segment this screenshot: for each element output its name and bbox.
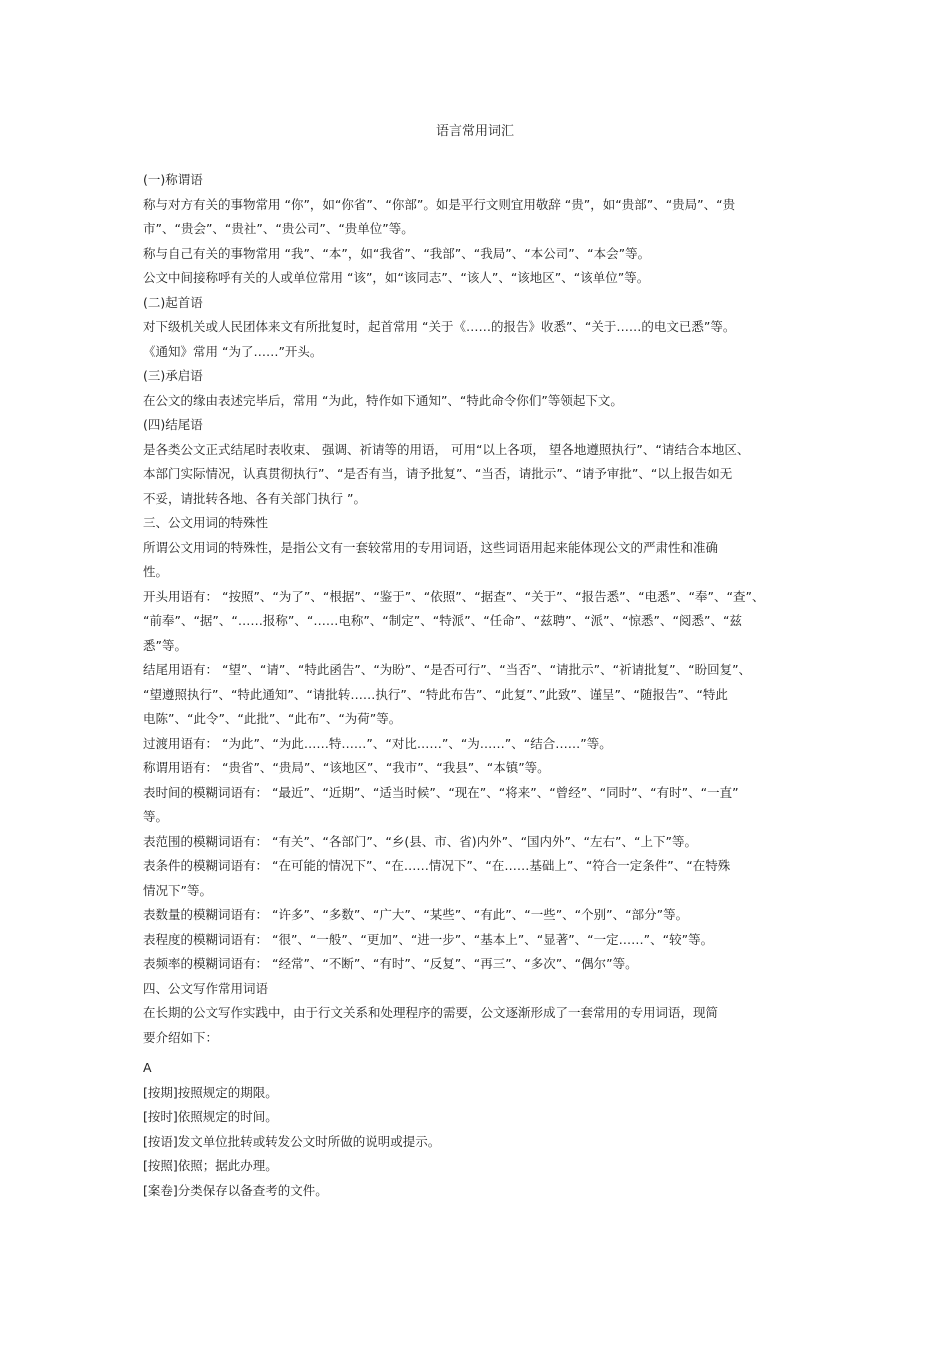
paragraph-line: 本部门实际情况，认真贯彻执行”、“是否有当，请予批复”、“当否，请批示”、“请予审批”、“以上报告如无 <box>143 466 733 481</box>
paragraph-line: 性。 <box>143 564 169 579</box>
paragraph-line: 结尾用语有： “望”、“请”、“特此函告”、“为盼”、“是否可行”、“当否”、“请批示”、“祈请批复”、“盼回复”、 <box>143 662 752 677</box>
paragraph-line: 表频率的模糊词语有： “经常”、“不断”、“有时”、“反复”、“再三”、“多次”、“偶尔”等。 <box>143 956 638 971</box>
glossary-entry: [按照]依照；据此办理。 <box>143 1158 278 1173</box>
paragraph-line: 悉”等。 <box>143 637 187 653</box>
heading-address-terms: (一)称谓语 <box>143 172 203 187</box>
glossary-entry: [按时]依照规定的时间。 <box>143 1109 278 1124</box>
heading-transition-terms: (三)承启语 <box>143 368 203 383</box>
paragraph-line: 所谓公文用词的特殊性，是指公文有一套较常用的专用词语，这些词语用起来能体现公文的严肃性和准确 <box>143 539 719 555</box>
document-title: 语言常用词汇 <box>435 124 514 139</box>
paragraph-line: 要介绍如下： <box>143 1029 219 1045</box>
paragraph-line: 过渡用语有： “为此”、“为此……特……”、“对比……”、“为……”、“结合……”等。 <box>143 735 612 751</box>
heading-opening-terms: (二)起首语 <box>143 294 203 310</box>
paragraph-line: 表程度的模糊词语有： “很”、“一般”、“更加”、“进一步”、“基本上”、“显著”、“一定……”、“较”等。 <box>143 931 714 947</box>
paragraph-line: 开头用语有： “按照”、“为了”、“根据”、“鉴于”、“依照”、“据查”、“关于”、“报告悉”、“电悉”、“奉”、“查”、 <box>143 588 765 604</box>
paragraph-line: 等。 <box>143 809 169 824</box>
glossary-entry: [案卷]分类保存以备查考的文件。 <box>143 1182 328 1198</box>
paragraph-line: “望遵照执行”、“特此通知”、“请批转……执行”、“特此布告”、“此复”、”此致”、谨呈”、“随报告”、“特此 <box>143 686 728 702</box>
heading-closing-terms: (四)结尾语 <box>143 417 203 432</box>
letter-heading: A <box>143 1060 152 1075</box>
section-heading-4: 四、公文写作常用词语 <box>143 980 269 996</box>
paragraph-line: 称与自己有关的事物常用 “我”、“本”，如“我省”、“我部”、“我局”、“本公司”、“本会”等。 <box>143 245 651 261</box>
paragraph-line: “前奉”、“据”、“……报称”、“……电称”、“制定”、“特派”、“任命”、“兹聘”、“派”、“惊悉”、“阅悉”、“兹 <box>143 613 742 628</box>
paragraph-line: 情况下”等。 <box>143 882 212 898</box>
paragraph-line: 表条件的模糊词语有： “在可能的情况下”、“在……情况下”、“在……基础上”、“符合一定条件”、“在特殊 <box>143 858 731 873</box>
paragraph-line: 称谓用语有： “贵省”、“贵局”、“该地区”、“我市”、“我县”、“本镇”等。 <box>143 760 550 775</box>
paragraph-line: 是各类公文正式结尾时表收束、 强调、祈请等的用语， 可用“以上各项， 望各地遵照执行”、“请结合本地区、 <box>143 441 750 457</box>
section-heading-3: 三、公文用词的特殊性 <box>143 515 269 530</box>
paragraph-line: 电陈”、“此令”、“此批”、“此布”、“为荷”等。 <box>143 711 402 726</box>
glossary-entry: [按期]按照规定的期限。 <box>143 1084 278 1100</box>
paragraph-line: 《通知》常用 “为了……”开头。 <box>143 343 323 359</box>
paragraph-line: 对下级机关或人民团体来文有所批复时，起首常用 “关于《……的报告》收悉”、“关于……的电文已悉”等。 <box>143 319 736 334</box>
paragraph-line: 称与对方有关的事物常用 “你”，如“你省”、“你部”。如是平行文则宜用敬辞 “贵”，如“贵部”、“贵局”、“贵 <box>143 196 736 212</box>
paragraph-line: 表数量的模糊词语有： “许多”、“多数”、“广大”、“某些”、“有此”、“一些”、“个别”、“部分”等。 <box>143 907 689 922</box>
paragraph-line: 不妥，请批转各地、各有关部门执行 ”。 <box>143 490 366 506</box>
paragraph-line: 市”、“贵会”、“贵社”、“贵公司”、“贵单位”等。 <box>143 221 414 236</box>
paragraph-line: 公文中间接称呼有关的人或单位常用 “该”，如“该同志”、“该人”、“该地区”、“该单位”等。 <box>143 270 650 285</box>
paragraph-line: 在长期的公文写作实践中，由于行文关系和处理程序的需要，公文逐渐形成了一套常用的专用词语，现简 <box>143 1005 719 1020</box>
glossary-entry: [按语]发文单位批转或转发公文时所做的说明或提示。 <box>143 1133 441 1149</box>
paragraph-line: 表时间的模糊词语有： “最近”、“近期”、“适当时候”、“现在”、“将来”、“曾经”、“同时”、“有时”、“一直” <box>143 784 739 800</box>
paragraph-line: 在公文的缘由表述完毕后，常用 “为此，特作如下通知”、“特此命令你们”等领起下文。 <box>143 392 623 408</box>
document-body <box>143 168 808 1203</box>
paragraph-line: 表范围的模糊词语有： “有关”、“各部门”、“乡(县、市、省)内外”、“国内外”、“左右”、“上下”等。 <box>143 833 697 849</box>
